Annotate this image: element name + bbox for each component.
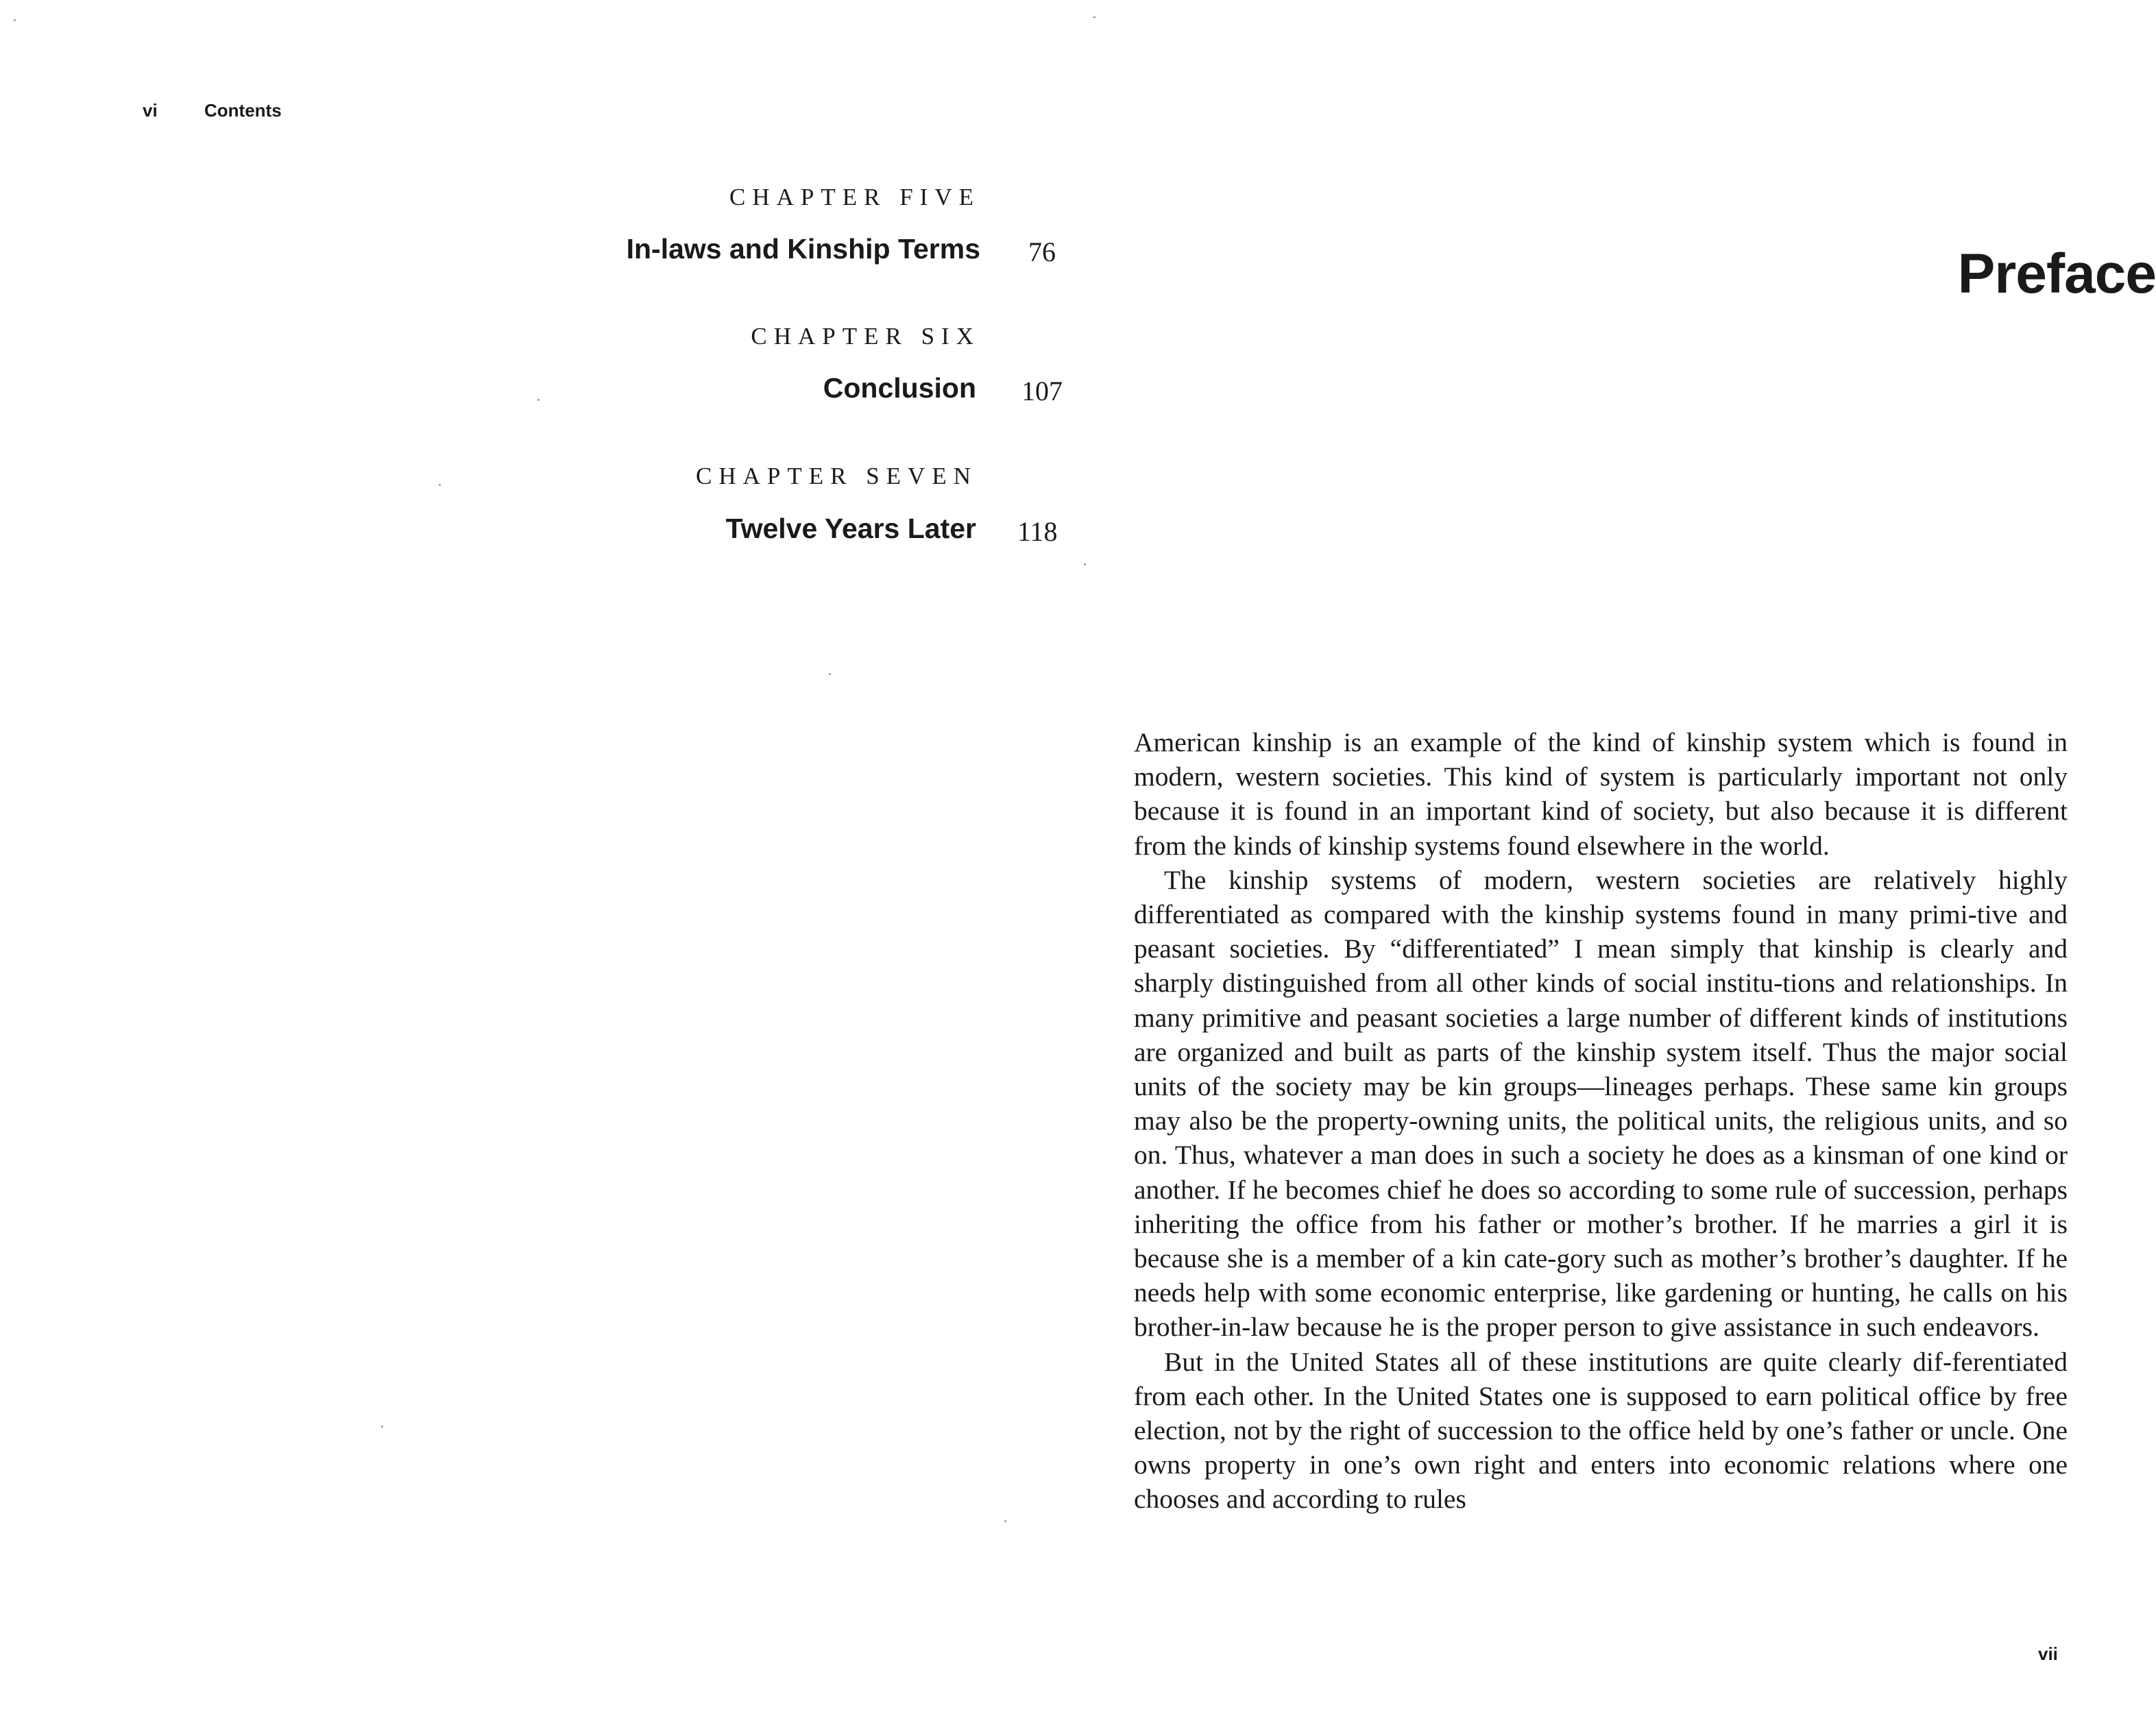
chapter-six-label: CHAPTER SIX — [751, 323, 980, 350]
chapter-five-title: In-laws and Kinship Terms — [626, 233, 980, 265]
scan-speck — [1084, 563, 1086, 565]
preface-paragraph-2: The kinship systems of modern, western societies are relatively highly differentiated as compared with the kinship systems found in many primi-tive and peasant societies. By “differentiated” I mean simply that kinship is clearly and sharply distinguished from all other kinds of social institu-tions and relationships. In many primitive and peasant societies a large number of different kinds of institutions are organized and built as parts of the kinship system itself. Thus the major social units of the society may be kin groups—lineages perhaps. These same kin groups may also be the property-owning units, the political units, the religious units, and so on. Thus, whatever a man does in such a society he does as a kinsman of one kind or another. If he becomes chief he does so according to some rule of succession, perhaps inheriting the office from his father or mother’s brother. If he marries a girl it is because she is a member of a kin cate-gory such as mother’s brother’s daughter. If he needs help with some economic enterprise, like gardening or hunting, he calls on his brother-in-law because he is the proper person to give assistance in such endeavors. — [1134, 864, 2068, 1343]
running-head-title: Contents — [204, 100, 282, 121]
preface-heading: Preface — [1957, 243, 2156, 305]
scan-speck — [829, 673, 831, 675]
chapter-six-title: Conclusion — [823, 372, 976, 404]
chapter-seven-title: Twelve Years Later — [725, 513, 976, 544]
scan-speck — [537, 399, 540, 401]
preface-paragraph-1: American kinship is an example of the kind of kinship system which is found in modern, western societies. This kind of system is particularly important not only because it is found in an important kind of society, but also because it is different from the kinds of kinship systems found elsewhere in the world. — [1134, 727, 2068, 861]
preface-paragraph-3: But in the United States all of these institutions are quite clearly dif-ferentiated from each other. In the United States one is supposed to earn political office by free election, not by the right of succession to the office held by one’s father or uncle. One owns property in one’s own right and enters into economic relations where one chooses and according to rules — [1134, 1346, 2068, 1515]
scan-speck — [439, 484, 441, 486]
chapter-five-label: CHAPTER FIVE — [729, 184, 980, 210]
scan-speck — [381, 1426, 383, 1428]
scan-speck — [1004, 1520, 1006, 1522]
page-folio-left: vi — [143, 100, 158, 121]
preface-body — [1134, 725, 2068, 1517]
chapter-seven-page-number: 118 — [1017, 516, 1058, 547]
chapter-five-page-number: 76 — [1028, 236, 1056, 267]
page-folio-right: vii — [2038, 1644, 2058, 1664]
scan-speck — [14, 19, 16, 21]
chapter-seven-label: CHAPTER SEVEN — [696, 463, 978, 489]
chapter-six-page-number: 107 — [1021, 376, 1063, 406]
